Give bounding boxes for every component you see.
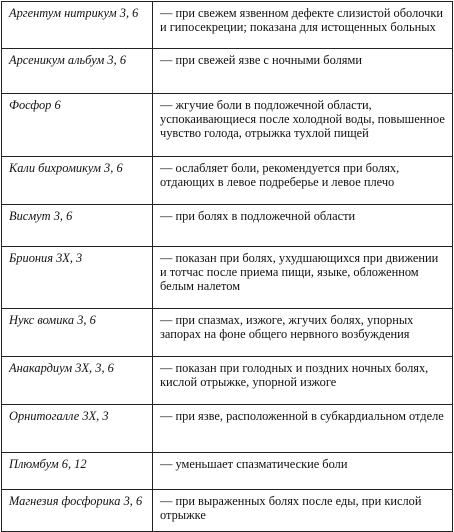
remedy-name: Бриония 3Х, 3: [2, 247, 153, 309]
table-row: [2, 157, 453, 205]
table-row: [2, 2, 453, 49]
remedy-name: Орнитогалле 3Х, 3: [2, 405, 153, 453]
table-row: [2, 309, 453, 357]
table-row: [2, 453, 453, 490]
remedy-description: — при спазмах, изжоге, жгучих болях, упорных запорах на фоне общего нервного возбуждения: [153, 309, 453, 357]
table-row: [2, 405, 453, 453]
remedy-description: — при свежем язвенном дефекте слизистой оболочки и гипосекреции; показана для истощенных больных: [153, 2, 453, 49]
table-row: [2, 49, 453, 94]
remedy-description: — показан при голодных и поздних ночных болях, кислой отрыжке, упорной изжоге: [153, 357, 453, 405]
remedy-name: Магнезия фосфорика 3, 6: [2, 490, 153, 532]
remedy-description: — жгучие боли в подложечной области, успокаивающиеся после холодной воды, повышенное чувство голода, отрыжка тухлой пищей: [153, 94, 453, 157]
remedy-name: Анакардиум 3Х, 3, 6: [2, 357, 153, 405]
remedy-name: Нукс вомика 3, 6: [2, 309, 153, 357]
table-row: [2, 94, 453, 157]
remedy-name: Арсеникум альбум 3, 6: [2, 49, 153, 94]
remedy-description: — уменьшает спазматические боли: [153, 453, 453, 490]
remedy-description: — при язве, расположенной в субкардиальном отделе: [153, 405, 453, 453]
remedy-description: — показан при болях, ухудшающихся при движении и тотчас после приема пищи, языке, обложенном белым налетом: [153, 247, 453, 309]
remedy-description: — при свежей язве с ночными болями: [153, 49, 453, 94]
remedy-name: Аргентум нитрикум 3, 6: [2, 2, 153, 49]
remedy-table: [1, 1, 453, 532]
table-row: [2, 490, 453, 532]
remedy-name: Фосфор 6: [2, 94, 153, 157]
remedy-description: — при выраженных болях после еды, при кислой отрыжке: [153, 490, 453, 532]
remedy-name: Кали бихромикум 3, 6: [2, 157, 153, 205]
remedy-name: Висмут 3, 6: [2, 205, 153, 247]
remedy-description: — ослабляет боли, рекомендуется при болях, отдающих в левое подреберье и левое плечо: [153, 157, 453, 205]
remedy-description: — при болях в подложечной области: [153, 205, 453, 247]
table-row: [2, 205, 453, 247]
table-row: [2, 247, 453, 309]
remedy-name: Плюмбум 6, 12: [2, 453, 153, 490]
table-row: [2, 357, 453, 405]
